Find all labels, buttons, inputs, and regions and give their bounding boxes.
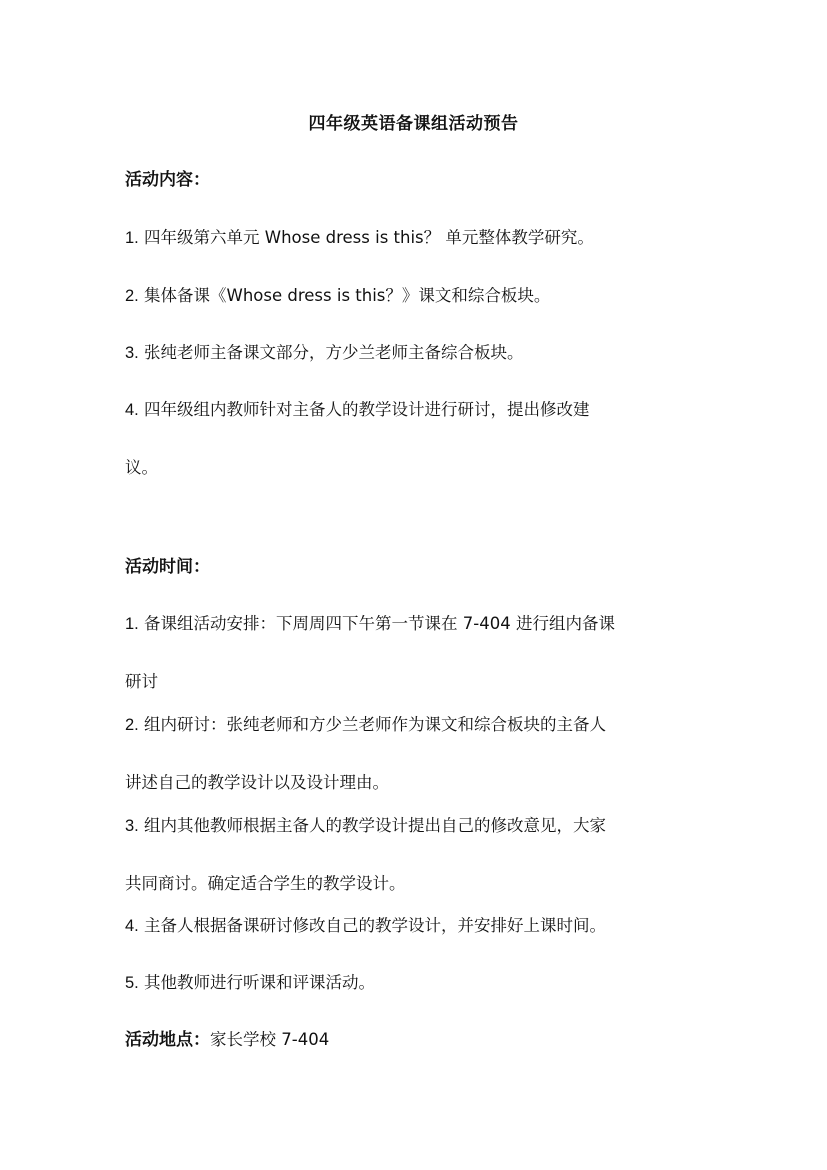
- item-line-continued: 研讨: [125, 672, 158, 691]
- location-line: [125, 1028, 329, 1052]
- item-number: 1.: [125, 229, 139, 247]
- item-number: 2.: [125, 287, 139, 305]
- location-label: 活动地点：: [125, 1030, 210, 1050]
- item-line-continued: 议。: [125, 458, 158, 477]
- item-text: 四年级第六单元 Whose dress is this？ 单元整体教学研究。: [144, 228, 594, 247]
- section-heading-time: 活动时间：: [125, 557, 210, 577]
- content-item-2: [125, 284, 715, 308]
- item-line: [125, 226, 715, 250]
- item-line: [125, 971, 715, 995]
- item-text: 主备人根据备课研讨修改自己的教学设计，并安排好上课时间。: [144, 916, 607, 935]
- content-item-1: [125, 226, 715, 250]
- item-line: [125, 814, 715, 838]
- location-value: 家长学校 7-404: [210, 1030, 330, 1049]
- time-item-5: [125, 971, 715, 995]
- item-text: 组内其他教师根据主备人的教学设计提出自己的修改意见，大家: [144, 816, 607, 835]
- time-item-4: [125, 914, 715, 938]
- section-heading-content: 活动内容：: [125, 170, 210, 190]
- item-text: 四年级组内教师针对主备人的教学设计进行研讨，提出修改建: [144, 400, 590, 419]
- item-text: 集体备课《Whose dress is this？》课文和综合板块。: [144, 286, 551, 305]
- item-text: 组内研讨：张纯老师和方少兰老师作为课文和综合板块的主备人: [144, 715, 607, 734]
- item-text: 备课组活动安排：下周周四下午第一节课在 7-404 进行组内备课: [144, 614, 615, 633]
- item-line: [125, 612, 715, 636]
- item-text: 其他教师进行听课和评课活动。: [144, 973, 376, 992]
- content-item-4: [125, 398, 715, 480]
- item-line-continued: 共同商讨。确定适合学生的教学设计。: [125, 874, 406, 893]
- time-item-2: [125, 713, 715, 795]
- item-number: 1.: [125, 615, 139, 633]
- item-number: 3.: [125, 344, 139, 362]
- item-line: [125, 914, 715, 938]
- item-number: 3.: [125, 817, 139, 835]
- item-text: 张纯老师主备课文部分，方少兰老师主备综合板块。: [144, 343, 524, 362]
- item-number: 4.: [125, 917, 139, 935]
- time-item-3: [125, 814, 715, 896]
- item-line: [125, 713, 715, 737]
- item-line: [125, 284, 715, 308]
- document-title: 四年级英语备课组活动预告: [308, 114, 519, 134]
- item-line: [125, 398, 715, 422]
- content-item-3: [125, 341, 715, 365]
- item-number: 2.: [125, 716, 139, 734]
- item-line: [125, 341, 715, 365]
- item-line-continued: 讲述自己的教学设计以及设计理由。: [125, 773, 389, 792]
- time-item-1: [125, 612, 715, 694]
- item-number: 5.: [125, 974, 139, 992]
- item-number: 4.: [125, 401, 139, 419]
